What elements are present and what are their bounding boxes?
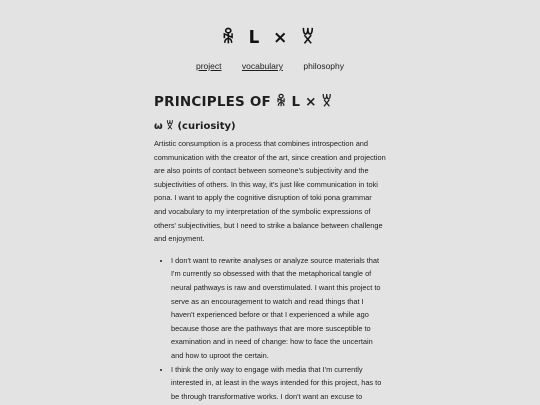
- principles-list: [154, 254, 386, 404]
- nav-link-philosophy[interactable]: philosophy: [303, 61, 344, 71]
- main-content: [154, 92, 386, 403]
- top-nav: [0, 61, 540, 71]
- nav-link-project[interactable]: project: [195, 61, 222, 71]
- intro-paragraph: Artistic consumption is a process that combines introspection and communication with the creator of the art, since creation and projection are also points of contact between someone's subjectivity and the subjectivities of others. In this way, it's just like communication in toki pona. I want to apply the cognitive disruption of toki pona grammar and vocabulary to my interpretation of the symbolic expressions of others' subjectivities, but I need to strike a balance between challenge and enjoyment.: [154, 139, 386, 244]
- site-logo[interactable]: ꆜ ᒪ ⨯ ꑝ: [221, 28, 319, 48]
- list-item: • I think the only way to engage with media that I'm currently interested in, at least in the ways intended for this project, has to be through transformative works. I don't want an excuse to: [171, 363, 386, 404]
- nav-link-vocabulary[interactable]: vocabulary: [241, 61, 283, 71]
- page-title: PRINCIPLES OF ꆜ ᒪ ⨯ ꑝ: [154, 94, 333, 110]
- list-item: • I don't want to rewrite analyses or analyze source materials that I'm currently so obsessed with that the metaphorical tangle of neural pathways is raw and overstimulated. I want this project to serve as an encouragement to watch and read things that I haven't experienced before or that I experienced a while ago because those are the pathways that are more susceptible to examination and in need of change: how to face the uncertain and how to uproot the certain.: [171, 254, 386, 363]
- section-heading: ω ꑝ (curiosity): [154, 121, 236, 132]
